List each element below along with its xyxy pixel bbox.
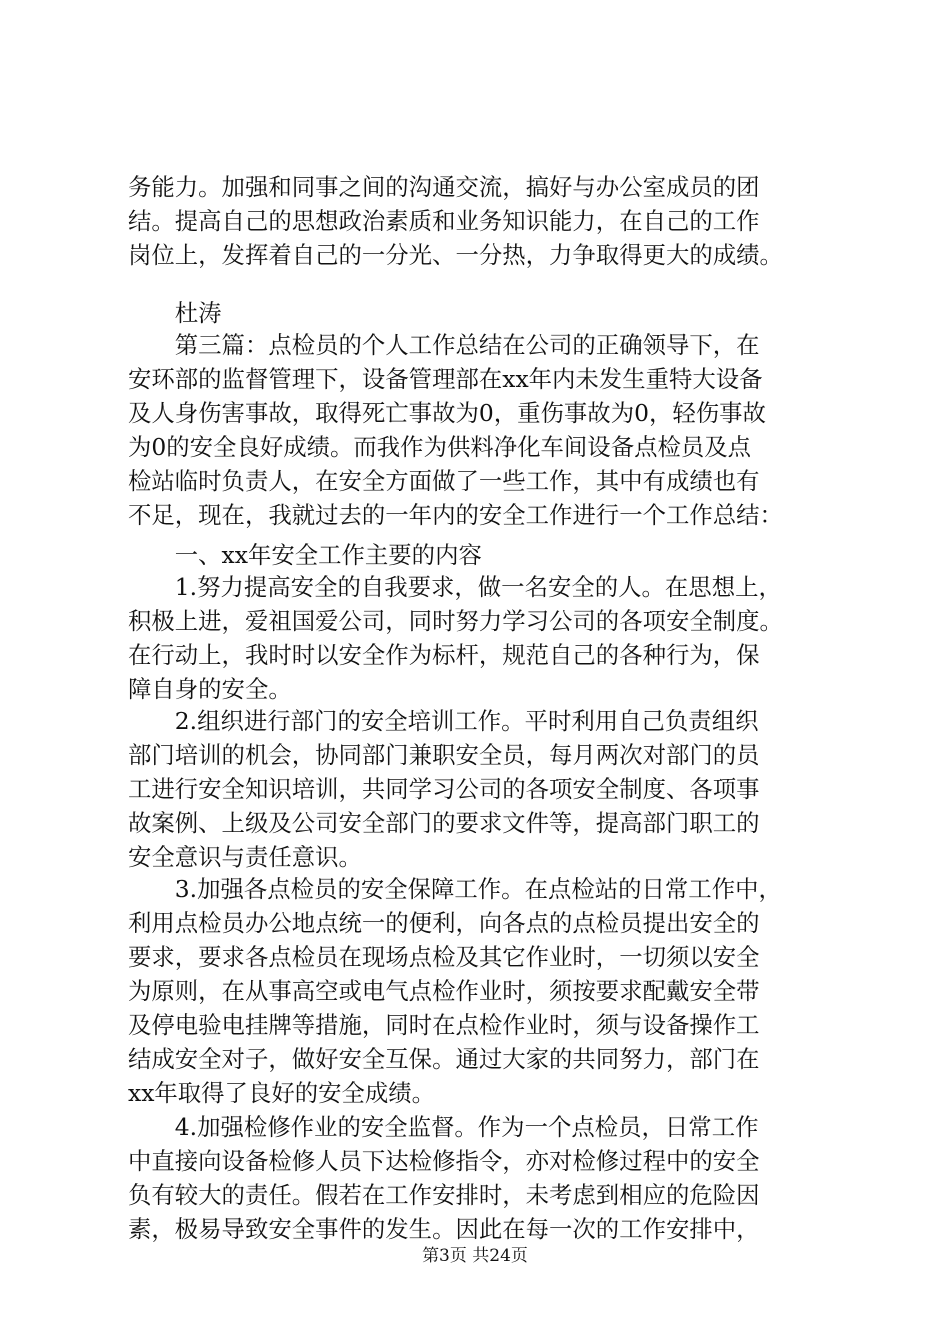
paragraph-line: 要求，要求各点检员在现场点检及其它作业时，一切须以安全 (128, 943, 760, 971)
paragraph-line: 务能力。加强和同事之间的沟通交流，搞好与办公室成员的团 (128, 173, 760, 201)
paragraph-line: 及停电验电挂牌等措施，同时在点检作业时，须与设备操作工 (128, 1011, 760, 1039)
paragraph-line: 工进行安全知识培训，共同学习公司的各项安全制度、各项事 (128, 775, 760, 803)
paragraph-line: 负有较大的责任。假若在工作安排时，未考虑到相应的危险因 (128, 1181, 760, 1209)
paragraph-line: 安环部的监督管理下，设备管理部在xx年内未发生重特大设备 (128, 365, 763, 393)
paragraph-line: 第三篇：点检员的个人工作总结在公司的正确领导下，在 (128, 331, 760, 359)
paragraph-line: 1.努力提高安全的自我要求，做一名安全的人。在思想上， (128, 573, 782, 601)
paragraph-line: 及人身伤害事故，取得死亡事故为0，重伤事故为0，轻伤事故 (128, 399, 766, 427)
paragraph-line: 在行动上，我时时以安全作为标杆，规范自己的各种行为，保 (128, 641, 760, 669)
paragraph-line: 障自身的安全。 (128, 675, 292, 703)
paragraph-line: 为原则，在从事高空或电气点检作业时，须按要求配戴安全带 (128, 977, 760, 1005)
paragraph-line: 检站临时负责人，在安全方面做了一些工作，其中有成绩也有 (128, 467, 760, 495)
paragraph-line: 为0的安全良好成绩。而我作为供料净化车间设备点检员及点 (128, 433, 752, 461)
paragraph-line: 中直接向设备检修人员下达检修指令，亦对检修过程中的安全 (128, 1147, 760, 1175)
paragraph-line: 杜涛 (128, 299, 222, 327)
paragraph-line: 素，极易导致安全事件的发生。因此在每一次的工作安排中， (128, 1215, 760, 1243)
paragraph-line: 3.加强各点检员的安全保障工作。在点检站的日常工作中， (128, 875, 782, 903)
paragraph-line: 利用点检员办公地点统一的便利，向各点的点检员提出安全的 (128, 909, 760, 937)
paragraph-line: 4.加强检修作业的安全监督。作为一个点检员，日常工作 (128, 1113, 759, 1141)
paragraph-line: 2.组织进行部门的安全培训工作。平时利用自己负责组织 (128, 707, 759, 735)
paragraph-line: 结。提高自己的思想政治素质和业务知识能力，在自己的工作 (128, 207, 760, 235)
paragraph-line: 积极上进，爱祖国爱公司，同时努力学习公司的各项安全制度。 (128, 607, 783, 635)
paragraph-line: 一、xx年安全工作主要的内容 (128, 541, 482, 569)
paragraph-line: 故案例、上级及公司安全部门的要求文件等，提高部门职工的 (128, 809, 760, 837)
paragraph-line: 不足，现在，我就过去的一年内的安全工作进行一个工作总结： (128, 501, 783, 529)
page-footer: 第3页 共24页 (422, 1246, 528, 1266)
paragraph-line: 部门培训的机会，协同部门兼职安全员，每月两次对部门的员 (128, 741, 760, 769)
paragraph-line: 安全意识与责任意识。 (128, 843, 362, 871)
paragraph-line: 结成安全对子，做好安全互保。通过大家的共同努力，部门在 (128, 1045, 760, 1073)
paragraph-line: 岗位上，发挥着自己的一分光、一分热，力争取得更大的成绩。 (128, 241, 783, 269)
paragraph-line: xx年取得了良好的安全成绩。 (128, 1079, 436, 1107)
